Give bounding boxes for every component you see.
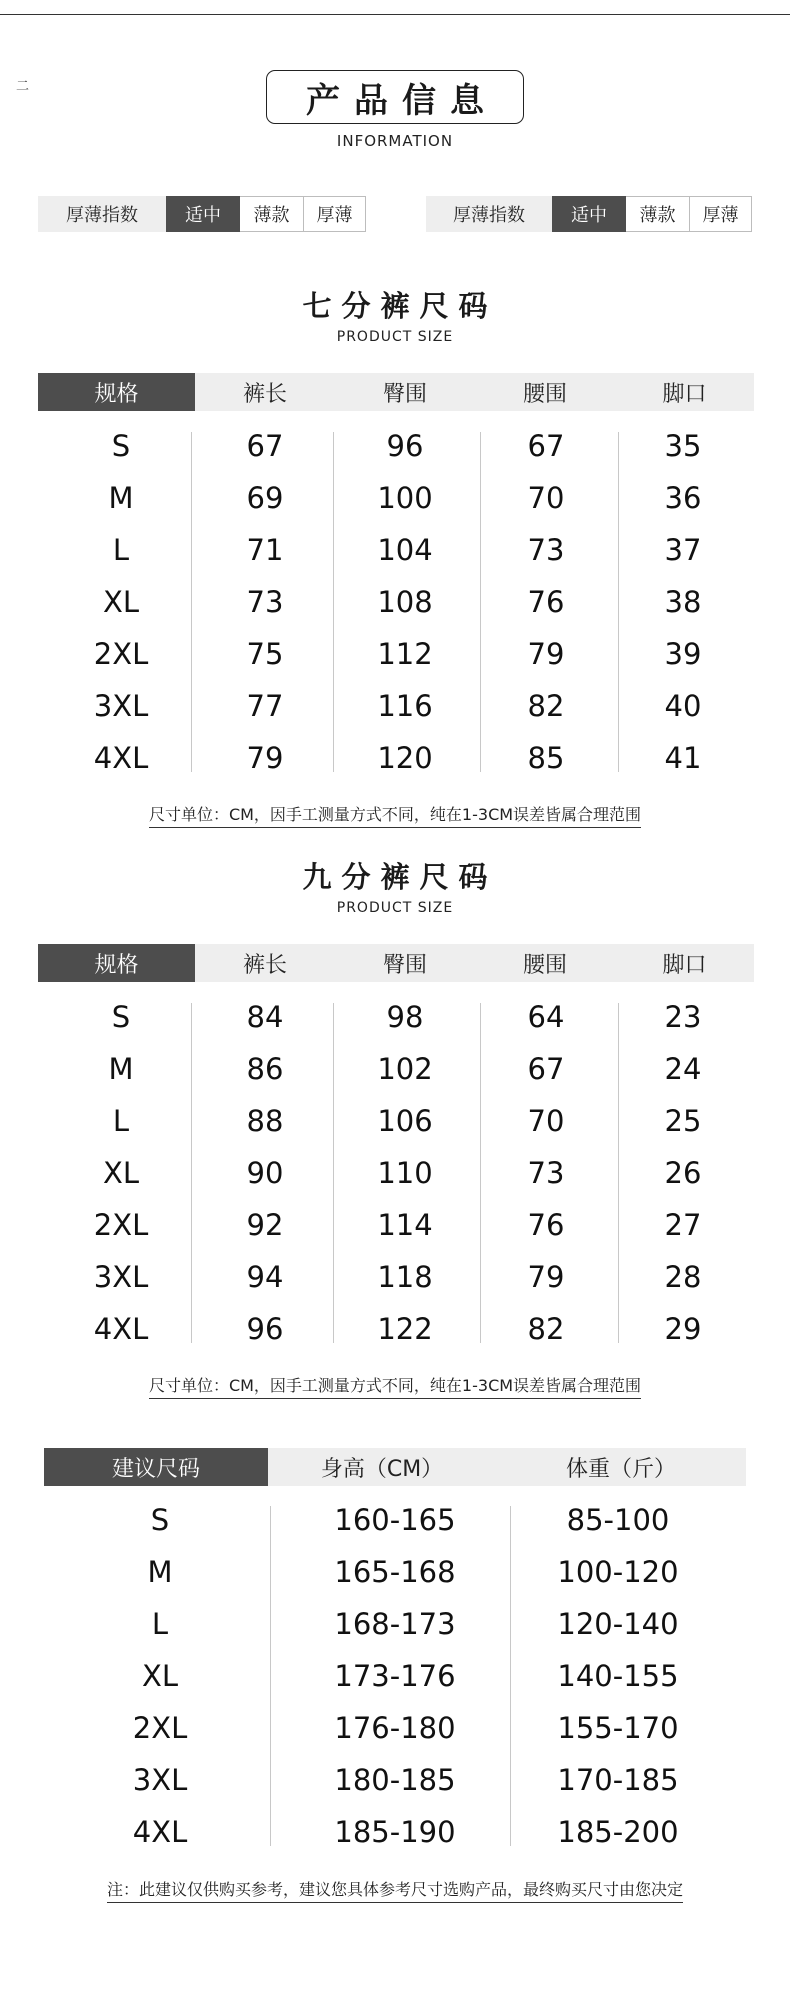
table-row [0, 680, 790, 732]
table-cell: 140-155 [557, 1659, 679, 1693]
table-cell: 185-190 [334, 1815, 456, 1849]
nine-length-subtitle: PRODUCT SIZE [336, 900, 454, 916]
page-title: 产品信息 [266, 70, 524, 124]
note-text: 尺寸单位：CM，因手工测量方式不同，纯在1-3CM误差皆属合理范围 [149, 805, 641, 828]
header-cell: 腰围 [522, 381, 567, 407]
table-cell: 92 [246, 1208, 284, 1242]
table-cell: 160-165 [334, 1503, 456, 1537]
table-row [0, 1251, 790, 1303]
table-cell: 112 [377, 637, 433, 671]
table-cell: 100-120 [557, 1555, 679, 1589]
table-cell: 4XL [93, 1312, 149, 1346]
table-cell: 38 [664, 585, 702, 619]
table-cell: 69 [246, 481, 284, 515]
table-cell: 2XL [132, 1711, 188, 1745]
table-cell: 2XL [93, 1208, 149, 1242]
table-cell: 3XL [93, 689, 149, 723]
table-cell: 36 [664, 481, 702, 515]
table-cell: 4XL [93, 741, 149, 775]
table-cell: 73 [246, 585, 284, 619]
table-cell: 110 [377, 1156, 433, 1190]
table-cell: XL [102, 1156, 140, 1190]
corner-mark: 二 [16, 79, 30, 94]
table-cell: 67 [246, 429, 284, 463]
table-cell: 98 [386, 1000, 424, 1034]
table-cell: 64 [527, 1000, 565, 1034]
table-row [0, 420, 790, 472]
table-row [0, 1095, 790, 1147]
table-cell: 70 [527, 481, 565, 515]
table-cell: 122 [377, 1312, 433, 1346]
header-cell: 裤长 [242, 381, 287, 407]
table-cell: 170-185 [557, 1763, 679, 1797]
header-cell: 体重（斤） [565, 1456, 676, 1482]
table-cell: 76 [527, 585, 565, 619]
table-row [0, 1806, 790, 1858]
table-cell: L [112, 1104, 130, 1138]
table-cell: 71 [246, 533, 284, 567]
note-text: 注：此建议仅供购买参考，建议您具体参考尺寸选购产品，最终购买尺寸由您决定 [107, 1880, 683, 1903]
table-cell: 2XL [93, 637, 149, 671]
table-cell: 180-185 [334, 1763, 456, 1797]
table-cell: 165-168 [334, 1555, 456, 1589]
header-cell: 臀围 [382, 952, 427, 978]
table-cell: 90 [246, 1156, 284, 1190]
table-row [0, 991, 790, 1043]
table-cell: 41 [664, 741, 702, 775]
note-text: 尺寸单位：CM，因手工测量方式不同，纯在1-3CM误差皆属合理范围 [149, 1376, 641, 1399]
table-cell: 67 [527, 1052, 565, 1086]
table-cell: XL [141, 1659, 179, 1693]
table-cell: 67 [527, 429, 565, 463]
thickness-option-thick: 厚薄 [690, 196, 752, 232]
table-row [0, 576, 790, 628]
table-cell: S [111, 429, 131, 463]
table-cell: S [111, 1000, 131, 1034]
table-cell: 102 [377, 1052, 433, 1086]
table-cell: 118 [377, 1260, 433, 1294]
table-cell: M [108, 481, 134, 515]
table-cell: 3XL [93, 1260, 149, 1294]
table-row [0, 1702, 790, 1754]
table-cell: 26 [664, 1156, 702, 1190]
header-cell: 脚口 [662, 381, 707, 407]
table-cell: 73 [527, 1156, 565, 1190]
table-row [0, 1303, 790, 1355]
seven-length-table [0, 420, 790, 784]
table-cell: 108 [377, 585, 433, 619]
table-cell: 75 [246, 637, 284, 671]
table-row [0, 1199, 790, 1251]
table-cell: 37 [664, 533, 702, 567]
table-cell: 176-180 [334, 1711, 456, 1745]
table-cell: 96 [246, 1312, 284, 1346]
table-cell: S [150, 1503, 170, 1537]
table-cell: 25 [664, 1104, 702, 1138]
nine-length-table [0, 991, 790, 1355]
table-row [0, 1546, 790, 1598]
table-cell: 120 [377, 741, 433, 775]
table-cell: 82 [527, 1312, 565, 1346]
table-cell: 155-170 [557, 1711, 679, 1745]
table-cell: 4XL [132, 1815, 188, 1849]
table-cell: 76 [527, 1208, 565, 1242]
thickness-label: 厚薄指数 [426, 196, 552, 232]
header-cell: 身高（CM） [320, 1456, 444, 1482]
table-cell: 29 [664, 1312, 702, 1346]
table-row [0, 1043, 790, 1095]
table-cell: 79 [527, 1260, 565, 1294]
table-cell: 84 [246, 1000, 284, 1034]
thickness-selected: 适中 [166, 196, 240, 232]
header-cell: 规格 [38, 373, 195, 411]
table-cell: 27 [664, 1208, 702, 1242]
table-cell: 86 [246, 1052, 284, 1086]
header-cell: 臀围 [382, 381, 427, 407]
seven-length-header [38, 373, 754, 411]
table-cell: L [112, 533, 130, 567]
header-cell: 脚口 [662, 952, 707, 978]
table-cell: 106 [377, 1104, 433, 1138]
table-cell: 39 [664, 637, 702, 671]
nine-length-note [0, 1373, 790, 1396]
page-subtitle: INFORMATION [336, 132, 454, 150]
table-cell: M [108, 1052, 134, 1086]
table-cell: 82 [527, 689, 565, 723]
table-cell: 94 [246, 1260, 284, 1294]
suggest-table [0, 1494, 790, 1858]
suggest-header [44, 1448, 746, 1486]
header-cell: 建议尺码 [44, 1448, 268, 1486]
table-cell: 85 [527, 741, 565, 775]
table-cell: 104 [377, 533, 433, 567]
header-cell: 腰围 [522, 952, 567, 978]
table-cell: 120-140 [557, 1607, 679, 1641]
table-row [0, 472, 790, 524]
table-row [0, 1598, 790, 1650]
table-cell: L [151, 1607, 169, 1641]
table-cell: 173-176 [334, 1659, 456, 1693]
table-cell: 77 [246, 689, 284, 723]
table-cell: 100 [377, 481, 433, 515]
table-cell: 79 [246, 741, 284, 775]
thickness-option-thick: 厚薄 [304, 196, 366, 232]
table-cell: 185-200 [557, 1815, 679, 1849]
thickness-selected: 适中 [552, 196, 626, 232]
nine-length-header [38, 944, 754, 982]
table-cell: 168-173 [334, 1607, 456, 1641]
table-cell: 73 [527, 533, 565, 567]
table-row [0, 1147, 790, 1199]
seven-length-note [0, 802, 790, 825]
header-cell: 裤长 [242, 952, 287, 978]
table-row [0, 1754, 790, 1806]
top-divider [0, 14, 790, 15]
seven-length-title: 七分裤尺码 [302, 289, 498, 323]
table-cell: 23 [664, 1000, 702, 1034]
table-cell: M [147, 1555, 173, 1589]
seven-length-subtitle: PRODUCT SIZE [336, 329, 454, 345]
header-cell: 规格 [38, 944, 195, 982]
table-cell: 88 [246, 1104, 284, 1138]
table-row [0, 524, 790, 576]
table-row [0, 1650, 790, 1702]
table-cell: 35 [664, 429, 702, 463]
table-cell: 79 [527, 637, 565, 671]
table-row [0, 732, 790, 784]
thickness-option-thin: 薄款 [240, 196, 304, 232]
thickness-index-left [38, 196, 366, 232]
nine-length-title: 九分裤尺码 [302, 860, 498, 894]
table-cell: 114 [377, 1208, 433, 1242]
table-cell: 3XL [132, 1763, 188, 1797]
table-row [0, 628, 790, 680]
suggest-note [0, 1877, 790, 1900]
table-cell: 96 [386, 429, 424, 463]
table-cell: 40 [664, 689, 702, 723]
table-cell: 28 [664, 1260, 702, 1294]
table-cell: 24 [664, 1052, 702, 1086]
table-cell: XL [102, 585, 140, 619]
thickness-option-thin: 薄款 [626, 196, 690, 232]
table-row [0, 1494, 790, 1546]
table-cell: 116 [377, 689, 433, 723]
thickness-label: 厚薄指数 [38, 196, 166, 232]
table-cell: 85-100 [566, 1503, 670, 1537]
table-cell: 70 [527, 1104, 565, 1138]
thickness-index-right [426, 196, 752, 232]
